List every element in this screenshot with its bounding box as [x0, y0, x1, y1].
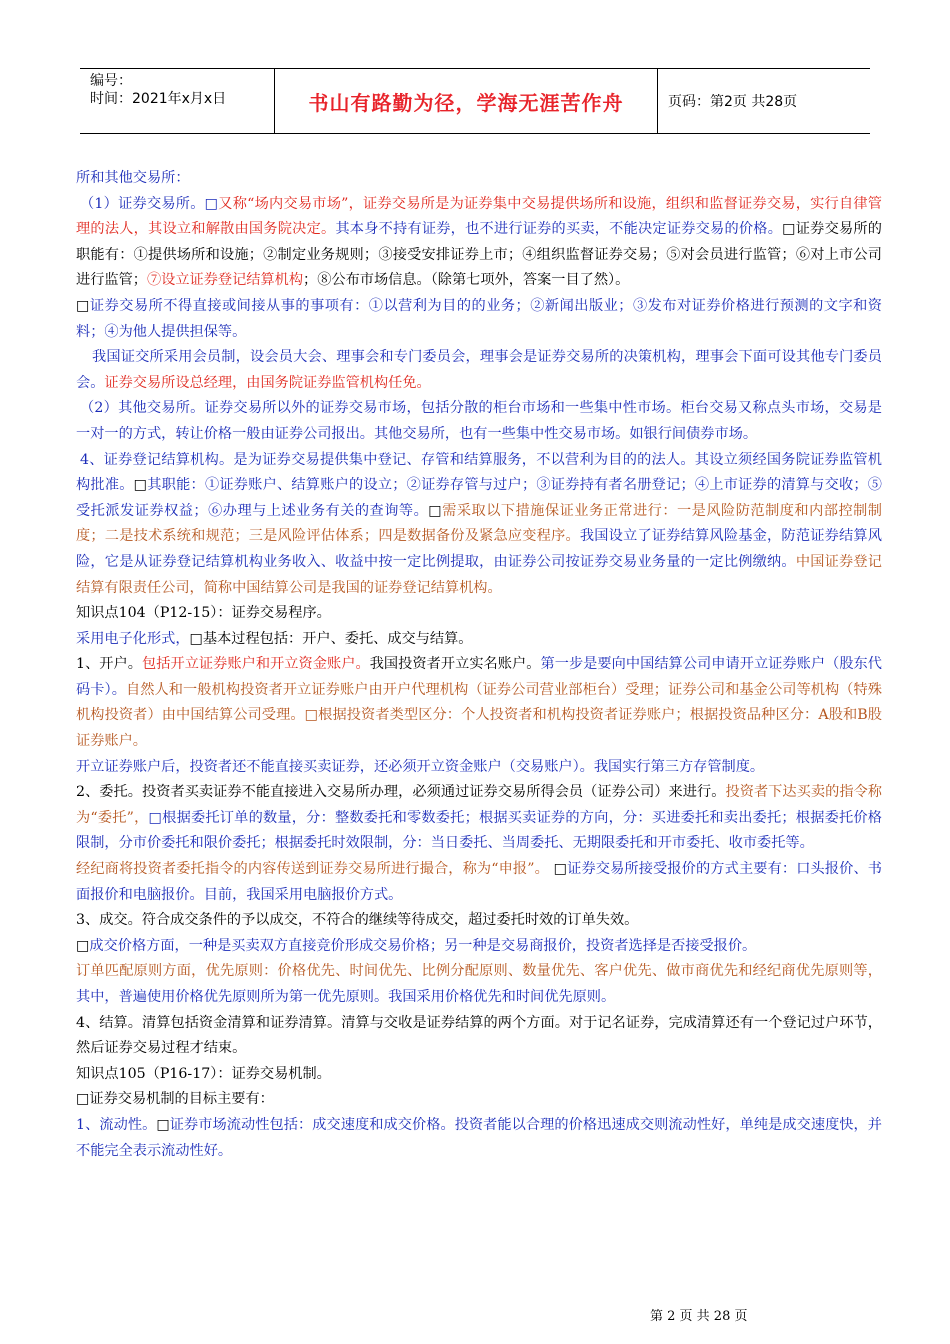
- text-run: 3、成交。符合成交条件的予以成交，不符合的继续等待成交，超过委托时效的订单失效。: [76, 912, 639, 929]
- text-run: 证券交易所设总经理，由国务院证券监管机构任免。: [104, 374, 431, 391]
- text-run: 经纪商将投资者委托指令的内容传送到证券交易所进行撮合，称为“申报”。: [76, 861, 549, 878]
- paragraph: [76, 1087, 882, 1113]
- paragraph: [76, 192, 882, 294]
- text-run: 我国设立了证券结算风险基金，防范证券结算风险，它是从证券登记结算机构业务收入、收益中按一定比例提取，由证券公司按证券交易业务量的一定比例缴纳。: [76, 528, 882, 570]
- paragraph: [76, 345, 882, 396]
- page-footer: [650, 1305, 747, 1324]
- paragraph: [76, 448, 882, 602]
- footer-page-number: 第 2 页 共 28 页: [650, 1309, 748, 1324]
- paragraph: [76, 1062, 882, 1088]
- text-run: 所和其他交易所：: [76, 170, 190, 186]
- text-run: 其本身不持有证券，也不进行证券的买卖，不能决定证券交易的价格。: [335, 221, 783, 238]
- text-run: （1）证券交易所。□: [80, 195, 219, 212]
- text-run: 其职能：①证券账户、结算账户的设立；②证券存管与过户；③证券持有者名册登记；④上市证券的清算与交收；⑤受托派发证券权益；⑥办理与上述业务有关的查询等。: [76, 477, 882, 519]
- text-run: 知识点104（P12-15）：证券交易程序。: [76, 605, 331, 622]
- text-run: 知识点105（P16-17）：证券交易机制。: [76, 1065, 331, 1082]
- text-run: 我国证交所采用会员制，设会员大会、理事会和专门委员会，理事会是证券交易所的决策机构，理事会下面可设其他专门委员会。: [76, 349, 882, 391]
- text-run: □基本过程包括：开户、委托、成交与结算。: [189, 630, 473, 647]
- header-motto: 书山有路勤为径，学海无涯苦作舟: [308, 90, 624, 115]
- text-run: 其中，普遍使用价格优先原则所为第一优先原则。我国采用价格优先和时间优先原则。: [76, 989, 616, 1005]
- text-run: □根据委托订单的数量，分：整数委托和零数委托；根据买卖证券的方向，分：买进委托和卖出委托；根据委托价格限制，分市价委托和限价委托；根据委托时效限制，分：当日委托、当周委托、无期限委托和开市委托、收市委托等。: [76, 809, 882, 852]
- paragraph: [76, 166, 882, 192]
- text-run: 中国证券登记结算有限责任公司，简称中国结算公司是我国的证券登记结算机构。: [76, 553, 882, 596]
- text-run: ⑦设立证券登记结算机构: [146, 272, 304, 289]
- text-run: 成交价格方面，一种是买卖双方直接竞价形成交易价格；另一种是交易商报价，投资者选择是否接受报价。: [89, 937, 757, 954]
- header-page-cell: [658, 69, 870, 133]
- text-run: □证券交易机制的目标主要有：: [76, 1091, 274, 1108]
- text-run: 开立证券账户后，投资者还不能直接买卖证券，还必须开立资金账户（交易账户）。我国实行第三方存管制度。: [76, 758, 765, 775]
- paragraph: [76, 780, 882, 857]
- paragraph: [76, 601, 882, 627]
- document-body: [76, 166, 882, 1164]
- header-meta: [80, 69, 274, 133]
- text-run: 2、委托。投资者买卖证券不能直接进入交易所办理，必须通过证券交易所得会员（证券公司）来进行。: [76, 784, 726, 801]
- text-run: 1、开户。: [76, 656, 142, 673]
- paragraph: [76, 1113, 882, 1164]
- text-run: 4、结算。清算包括资金清算和证券清算。清算与交收是证券结算的两个方面。对于记名证券，完成清算还有一个登记过户环节，然后证券交易过程才结束。: [76, 1014, 882, 1057]
- paragraph: [76, 934, 882, 960]
- paragraph: [76, 908, 882, 934]
- paragraph: [76, 755, 882, 781]
- text-run: 需采取以下措施保证业务正常进行：一是风险防范制度和内部控制制度；二是技术系统和规范；三是风险评估体系；四是数据备份及紧急应变程序。: [76, 502, 882, 545]
- text-run: □证券交易所的职能有：①提供场所和设施；②制定业务规则；③接受安排证券上市；④组织监督证券交易；⑤对会员进行监管；⑥对上市公司进行监管；: [76, 221, 882, 289]
- text-run: 采用电子化形式，: [76, 630, 190, 647]
- paragraph: [76, 857, 882, 908]
- text-run: □: [428, 502, 443, 519]
- text-run: 证券交易所不得直接或间接从事的事项有：①以营利为目的的业务；②新闻出版业；③发布对证券价格进行预测的文字和资料；④为他人提供担保等。: [76, 297, 882, 340]
- paragraph: [76, 294, 882, 345]
- text-run: □: [76, 297, 90, 314]
- text-run: 我国投资者开立实名账户。: [369, 656, 541, 673]
- text-run: 证券市场流动性包括：成交速度和成交价格。投资者能以合理的价格迅速成交则流动性好，单纯是成交速度快，并不能完全表示流动性好。: [76, 1116, 882, 1159]
- document-time-label: 时间：2021年x月x日: [90, 91, 227, 107]
- text-run: 又称“场内交易市场”，证券交易所是为证券集中交易提供场所和设施，组织和监督证券交易，实行自律管理的法人，其设立和解散由国务院决定。: [76, 195, 882, 238]
- text-run: □: [548, 861, 568, 878]
- header-page-info: 页码：第2页 共28页: [668, 94, 798, 110]
- page-header: [80, 68, 870, 134]
- text-run: 第一步是要向中国结算公司申请开立证券账户（股东代码卡）。: [76, 656, 882, 698]
- text-run: □: [156, 1116, 170, 1133]
- paragraph: [76, 627, 882, 653]
- text-run: 投资者下达买卖的指令称为“委托”，: [76, 784, 882, 826]
- paragraph: [76, 652, 882, 754]
- text-run: ；⑧公布市场信息。（除第七项外，答案一目了然）。: [303, 272, 630, 289]
- text-run: □: [76, 937, 90, 954]
- text-run: 证券交易所接受报价的方式主要有：口头报价、书面报价和电脑报价。目前，我国采用电脑报价方式。: [76, 861, 882, 903]
- text-run: 订单匹配原则方面，优先原则：价格优先、时间优先、比例分配原则、数量优先、客户优先、做市商优先和经纪商优先原则等，: [76, 963, 882, 980]
- text-run: □: [133, 477, 148, 494]
- text-run: 自然人和一般机构投资者开立证券账户由开户代理机构（证券公司营业部柜台）受理；证券公司和基金公司等机构（特殊机构投资者）由中国结算公司受理。□根据投资者类型区分：个人投资者和机构投资者证券账户；根据投资品种区分：A股和B股证券账户。: [76, 681, 882, 750]
- paragraph: [76, 396, 882, 447]
- document-number-label: 编号：: [90, 73, 132, 89]
- text-run: （2）其他交易所。证券交易所以外的证券交易市场，包括分散的柜台市场和一些集中性市场。柜台交易又称点头市场，交易是一对一的方式，转让价格一般由证券公司报出。其他交易所，也有一些集中性交易市场。如银行间债券市场。: [76, 400, 882, 442]
- paragraph: [76, 959, 882, 1010]
- header-motto-cell: [274, 69, 658, 133]
- text-run: 包括开立证券账户和开立资金账户。: [142, 656, 370, 673]
- text-run: 4、证券登记结算机构。是为证券交易提供集中登记、存管和结算服务，不以营利为目的的法人。其设立须经国务院证券监管机构批准。: [76, 451, 882, 494]
- text-run: 1、流动性。: [76, 1116, 157, 1133]
- paragraph: [76, 1011, 882, 1062]
